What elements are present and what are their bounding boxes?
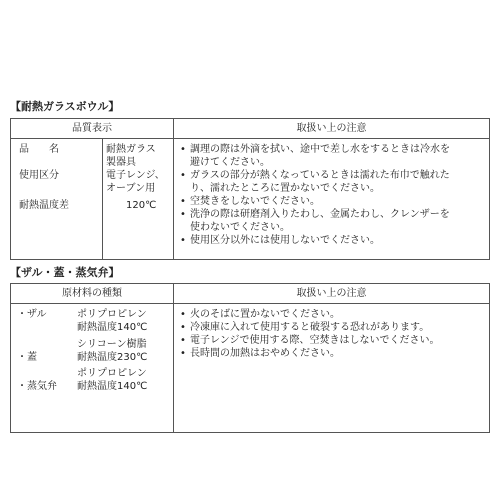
material-heat: 耐熱温度230℃ [77,352,148,363]
caution-line: 洗浄の際は研磨剤入りたわし、金属たわし、クレンザーを [190,209,450,220]
caution-line: 長時間の加熱はおやめください。 [190,348,340,359]
caution-item [180,234,485,247]
accessories-table [10,283,490,433]
accessory-cautions-cell [174,304,490,433]
spec-values-cell [103,139,174,260]
glass-caution-list [180,143,485,247]
caution-line: り、濡れたところに置かないでください。 [190,183,380,194]
caution-line: 避けてください。 [190,157,270,168]
quality-header: 品質表示 [11,119,174,139]
bullet: • [180,144,186,155]
section-title-accessories: 【ザル・蓋・蒸気弁】 [10,266,120,279]
material-heat: 耐熱温度140℃ [77,381,148,392]
section-title-glass-bowl: 【耐熱ガラスボウル】 [10,100,120,113]
caution-line: 火のそばに置かないでください。 [190,309,340,320]
caution-line: 使わないでください。 [190,222,290,233]
spec-labels-cell [11,139,103,260]
accessory-caution-list [180,308,485,360]
material-label: ・蓋 [17,352,37,363]
bullet: • [180,196,186,207]
caution-line: 電子レンジで使用する際、空焚きはしないでください。 [190,335,440,346]
caution-line: ガラスの部分が熱くなっているときは濡れた布巾で触れた [190,170,450,181]
caution-item [180,321,485,334]
caution-line: 調理の際は外滴を拭い、途中で差し水をするときは冷水を [190,144,450,155]
glass-cautions-cell [174,139,490,260]
caution-header: 取扱い上の注意 [174,119,490,139]
bullet: • [180,170,186,181]
caution-item [180,195,485,208]
bullet: • [180,322,186,333]
spec-label-heat: 耐熱温度差 [19,200,69,211]
material-heat: 耐熱温度140℃ [77,322,148,333]
spec-value-name-2: 製器具 [106,157,136,168]
materials-cell [11,304,174,433]
caution-item [180,143,485,169]
glass-bowl-table [10,118,490,260]
bullet: • [180,235,186,246]
spec-label-usage: 使用区分 [19,170,59,181]
bullet: • [180,309,186,320]
caution-header: 取扱い上の注意 [174,284,490,304]
material-value: シリコーン樹脂 [77,339,147,350]
caution-item [180,308,485,321]
spec-value-heat: 120℃ [126,200,157,211]
caution-line: 使用区分以外には使用しないでください。 [190,235,380,246]
material-label: ・ザル [17,309,47,320]
caution-item [180,208,485,234]
spec-label-name: 品 名 [19,144,59,155]
caution-item [180,169,485,195]
bullet: • [180,209,186,220]
bullet: • [180,348,186,359]
bullet: • [180,335,186,346]
spec-value-usage-2: オーブン用 [106,183,156,194]
caution-item [180,347,485,360]
caution-line: 空焚きをしないでください。 [190,196,320,207]
material-value: ポリプロピレン [77,309,147,320]
material-header: 原材料の種類 [11,284,174,304]
spec-value-name-1: 耐熱ガラス [106,144,156,155]
material-label: ・蒸気弁 [17,381,57,392]
caution-line: 冷凍庫に入れて使用すると破裂する恐れがあります。 [190,322,430,333]
caution-item [180,334,485,347]
spec-value-usage-1: 電子レンジ、 [106,170,165,181]
material-value: ポリプロピレン [77,368,147,379]
